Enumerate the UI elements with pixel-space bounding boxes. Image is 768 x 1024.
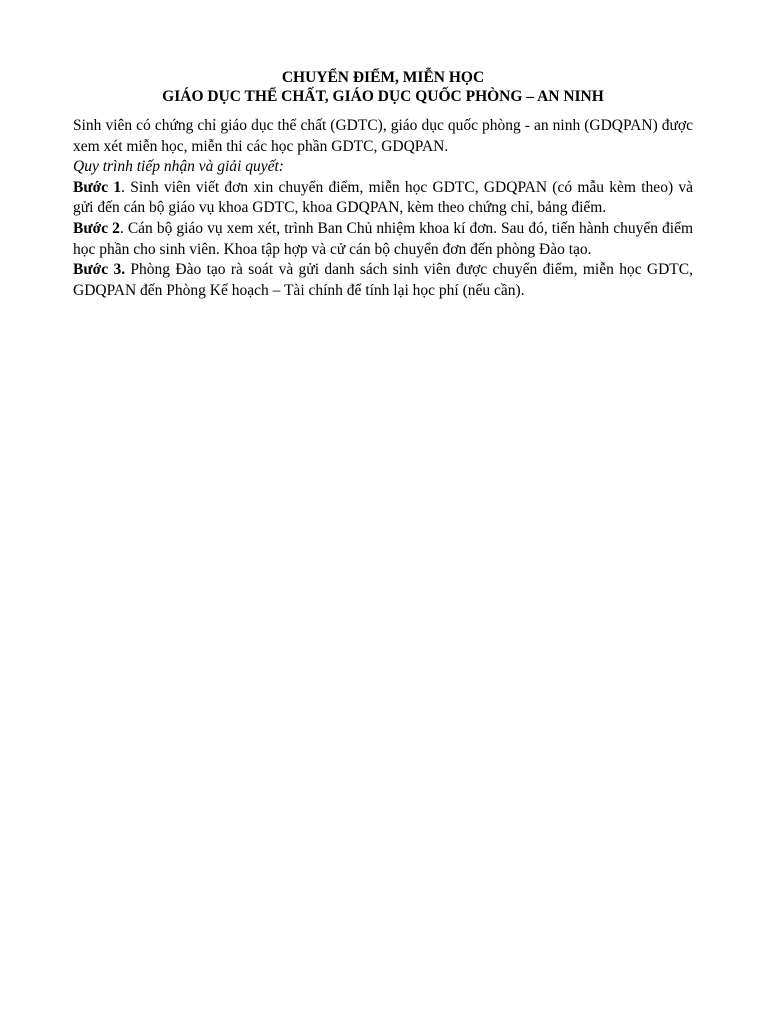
step-2-paragraph: [73, 219, 693, 260]
document-body: [73, 116, 693, 301]
step-1-text: . Sinh viên viết đơn xin chuyển điểm, miễn học GDTC, GDQPAN (có mẫu kèm theo) và gửi đến cán bộ giáo vụ khoa GDTC, khoa GDQPAN, kèm theo chứng chỉ, bảng điểm.: [73, 178, 693, 217]
step-3-label: Bước 3.: [73, 261, 126, 279]
document-title-line1: CHUYỂN ĐIỂM, MIỄN HỌC: [281, 69, 485, 86]
process-heading: Quy trình tiếp nhận và giải quyết:: [73, 158, 284, 176]
document-title-line2: GIÁO DỤC THỂ CHẤT, GIÁO DỤC QUỐC PHÒNG – AN NINH: [162, 88, 604, 105]
step-2-text: . Cán bộ giáo vụ xem xét, trình Ban Chủ nhiệm khoa kí đơn. Sau đó, tiến hành chuyển điểm học phần cho sinh viên. Khoa tập hợp và cử cán bộ chuyển đơn đến phòng Đào tạo.: [73, 219, 694, 258]
step-1-label: Bước 1: [73, 178, 122, 196]
step-3-paragraph: [73, 260, 693, 301]
document-page: [73, 68, 693, 301]
step-3-text: Phòng Đào tạo rà soát và gửi danh sách sinh viên được chuyển điểm, miễn học GDTC, GDQPAN đến Phòng Kế hoạch – Tài chính để tính lại học phí (nếu cần).: [73, 261, 693, 299]
intro-paragraph: Sinh viên có chứng chỉ giáo dục thể chất (GDTC), giáo dục quốc phòng - an ninh (GDQPAN) được xem xét miễn học, miễn thi các học phần GDTC, GDQPAN.: [73, 117, 693, 155]
step-1-paragraph: [73, 178, 693, 219]
step-2-label: Bước 2: [73, 219, 120, 237]
